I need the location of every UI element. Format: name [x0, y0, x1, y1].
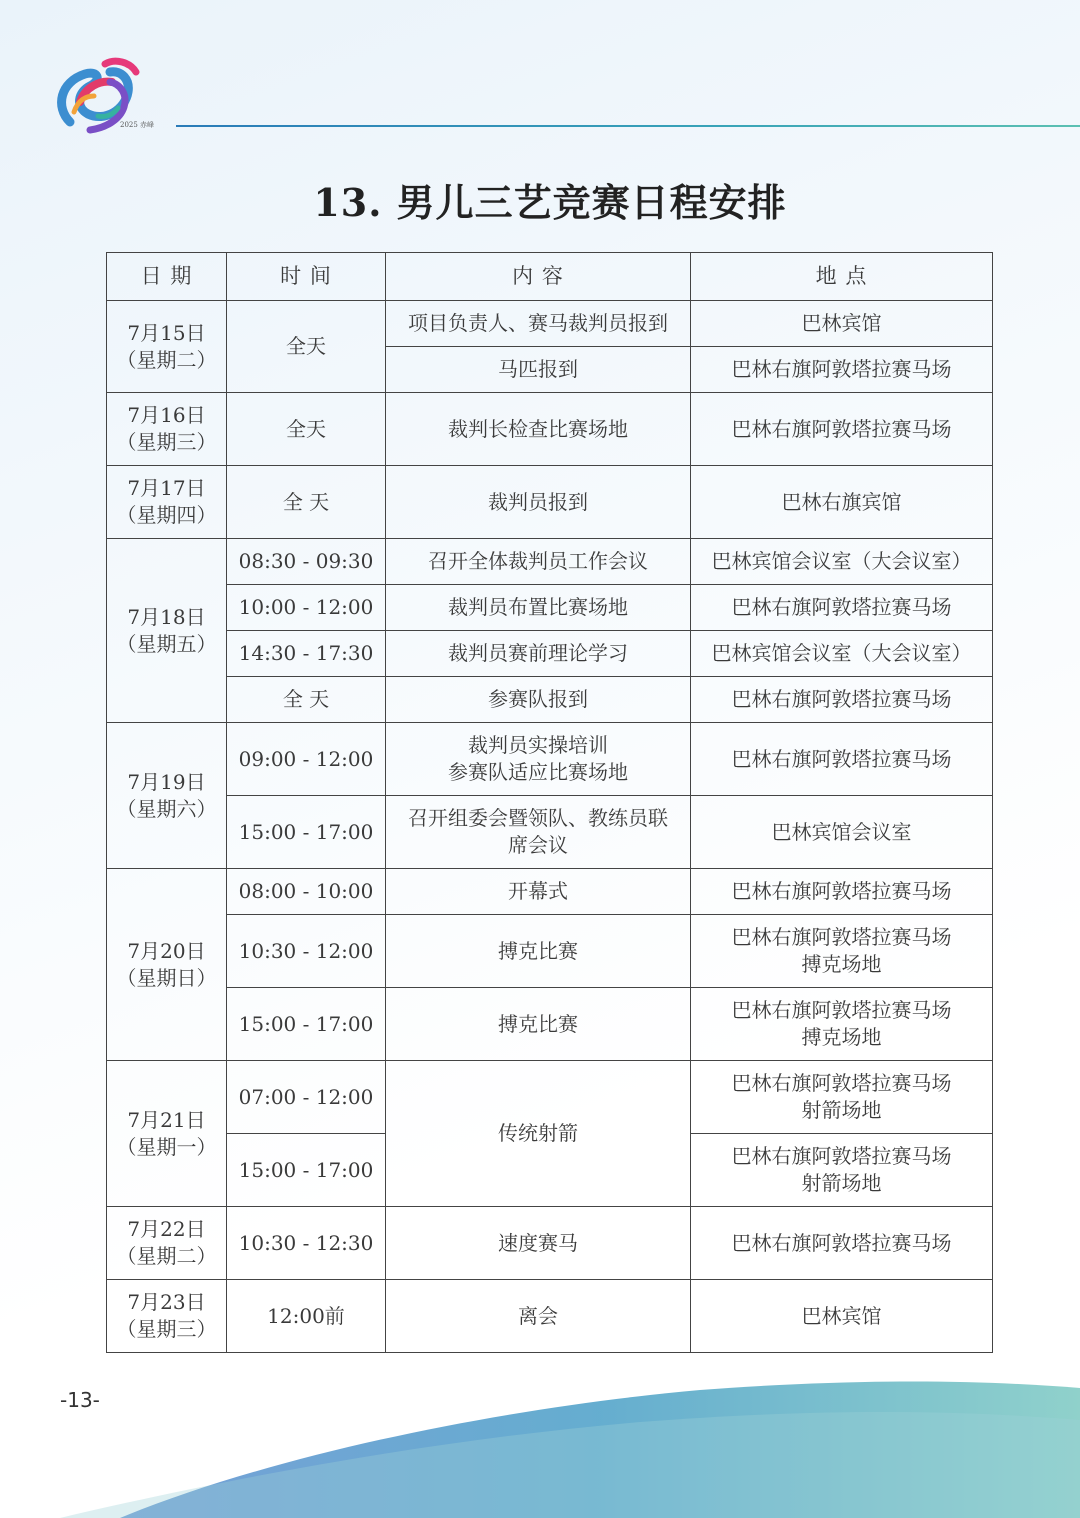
weekday-text: （星期二） [116, 347, 217, 372]
place-cell [691, 1061, 993, 1134]
place-line: 搏克场地 [801, 1025, 882, 1049]
time-cell: 全 天 [227, 466, 386, 539]
content-cell: 裁判员赛前理论学习 [386, 631, 691, 677]
date-text: 7月15日 [127, 320, 206, 345]
table-row [107, 869, 993, 915]
weekday-text: （星期三） [116, 430, 217, 454]
table-row [107, 796, 993, 869]
time-cell: 10:00 - 12:00 [227, 585, 386, 631]
content-line: 召开组委会暨领队、教练员联 [408, 806, 668, 830]
place-line: 搏克场地 [801, 952, 882, 976]
time-cell: 全天 [227, 393, 386, 466]
place-cell [691, 988, 993, 1061]
date-text: 7月20日 [127, 938, 206, 963]
date-cell [107, 301, 227, 393]
place-line: 射箭场地 [801, 1171, 882, 1195]
table-row [107, 1061, 993, 1134]
place-line: 射箭场地 [801, 1098, 882, 1122]
date-text: 7月21日 [127, 1107, 206, 1132]
date-text: 7月19日 [127, 769, 206, 794]
time-cell: 14:30 - 17:30 [227, 631, 386, 677]
content-line: 裁判员实操培训 [468, 733, 608, 757]
table-row [107, 1207, 993, 1280]
place-cell: 巴林宾馆会议室（大会议室） [691, 539, 993, 585]
table-header-row [107, 253, 993, 301]
place-line: 巴林右旗阿敦塔拉赛马场 [731, 1144, 952, 1168]
place-cell [691, 1134, 993, 1207]
decorative-wave [0, 1370, 1080, 1518]
place-cell: 巴林宾馆 [691, 301, 993, 347]
content-cell: 裁判员布置比赛场地 [386, 585, 691, 631]
content-cell: 召开全体裁判员工作会议 [386, 539, 691, 585]
place-cell: 巴林宾馆会议室 [691, 796, 993, 869]
place-cell: 巴林右旗阿敦塔拉赛马场 [691, 393, 993, 466]
header-date: 日 期 [107, 253, 227, 301]
table-row [107, 677, 993, 723]
content-cell: 裁判员报到 [386, 466, 691, 539]
place-line: 巴林右旗阿敦塔拉赛马场 [731, 1071, 952, 1095]
time-cell: 08:00 - 10:00 [227, 869, 386, 915]
time-cell: 10:30 - 12:00 [227, 915, 386, 988]
date-cell [107, 1061, 227, 1207]
place-cell [691, 915, 993, 988]
content-cell: 参赛队报到 [386, 677, 691, 723]
date-cell [107, 393, 227, 466]
content-cell: 开幕式 [386, 869, 691, 915]
place-line: 巴林右旗阿敦塔拉赛马场 [731, 998, 952, 1022]
content-cell [386, 796, 691, 869]
header-divider [176, 125, 1080, 127]
table-row [107, 723, 993, 796]
table-row [107, 988, 993, 1061]
time-cell: 全天 [227, 301, 386, 393]
weekday-text: （星期三） [116, 1317, 217, 1341]
weekday-text: （星期一） [116, 1134, 217, 1159]
date-cell [107, 539, 227, 723]
time-cell: 08:30 - 09:30 [227, 539, 386, 585]
time-cell: 12:00前 [227, 1280, 386, 1353]
content-cell: 离会 [386, 1280, 691, 1353]
time-cell: 09:00 - 12:00 [227, 723, 386, 796]
weekday-text: （星期二） [116, 1244, 217, 1268]
place-cell: 巴林宾馆 [691, 1280, 993, 1353]
date-text: 7月16日 [127, 403, 206, 427]
place-cell: 巴林右旗阿敦塔拉赛马场 [691, 585, 993, 631]
table-row [107, 301, 993, 347]
date-cell [107, 1280, 227, 1353]
header-content: 内 容 [386, 253, 691, 301]
content-cell: 搏克比赛 [386, 988, 691, 1061]
table-row [107, 393, 993, 466]
content-cell: 项目负责人、赛马裁判员报到 [386, 301, 691, 347]
place-cell: 巴林右旗阿敦塔拉赛马场 [691, 723, 993, 796]
time-cell: 15:00 - 17:00 [227, 796, 386, 869]
table-row [107, 631, 993, 677]
time-cell: 全 天 [227, 677, 386, 723]
place-cell: 巴林右旗宾馆 [691, 466, 993, 539]
table-row [107, 466, 993, 539]
date-text: 7月17日 [127, 476, 206, 500]
place-cell: 巴林宾馆会议室（大会议室） [691, 631, 993, 677]
place-line: 巴林右旗阿敦塔拉赛马场 [731, 925, 952, 949]
content-cell: 速度赛马 [386, 1207, 691, 1280]
content-cell: 裁判长检查比赛场地 [386, 393, 691, 466]
schedule-table [106, 252, 993, 1353]
place-cell: 巴林右旗阿敦塔拉赛马场 [691, 677, 993, 723]
date-text: 7月18日 [127, 604, 206, 629]
date-text: 7月22日 [127, 1217, 206, 1241]
content-line: 参赛队适应比赛场地 [448, 760, 628, 784]
date-cell [107, 723, 227, 869]
page-title: 13. 男儿三艺竞赛日程安排 [313, 180, 787, 225]
date-cell [107, 869, 227, 1061]
content-cell [386, 723, 691, 796]
place-cell: 巴林右旗阿敦塔拉赛马场 [691, 347, 993, 393]
date-text: 7月23日 [127, 1290, 206, 1314]
table-row [107, 1280, 993, 1353]
weekday-text: （星期六） [116, 796, 217, 821]
time-cell: 15:00 - 17:00 [227, 988, 386, 1061]
table-row [107, 915, 993, 988]
content-line: 席会议 [508, 833, 568, 857]
place-cell: 巴林右旗阿敦塔拉赛马场 [691, 869, 993, 915]
date-cell [107, 1207, 227, 1280]
page-number: -13- [60, 1388, 100, 1412]
place-cell: 巴林右旗阿敦塔拉赛马场 [691, 1207, 993, 1280]
content-cell: 搏克比赛 [386, 915, 691, 988]
time-cell: 07:00 - 12:00 [227, 1061, 386, 1134]
content-cell: 马匹报到 [386, 347, 691, 393]
time-cell: 15:00 - 17:00 [227, 1134, 386, 1207]
header-time: 时 间 [227, 253, 386, 301]
time-cell: 10:30 - 12:30 [227, 1207, 386, 1280]
date-cell [107, 466, 227, 539]
weekday-text: （星期日） [116, 965, 217, 990]
weekday-text: （星期五） [116, 631, 217, 656]
header-place: 地 点 [691, 253, 993, 301]
logo-year-text: 2025 赤峰 [120, 121, 155, 129]
content-cell: 传统射箭 [386, 1061, 691, 1207]
table-row [107, 539, 993, 585]
table-row [107, 585, 993, 631]
weekday-text: （星期四） [116, 503, 217, 527]
